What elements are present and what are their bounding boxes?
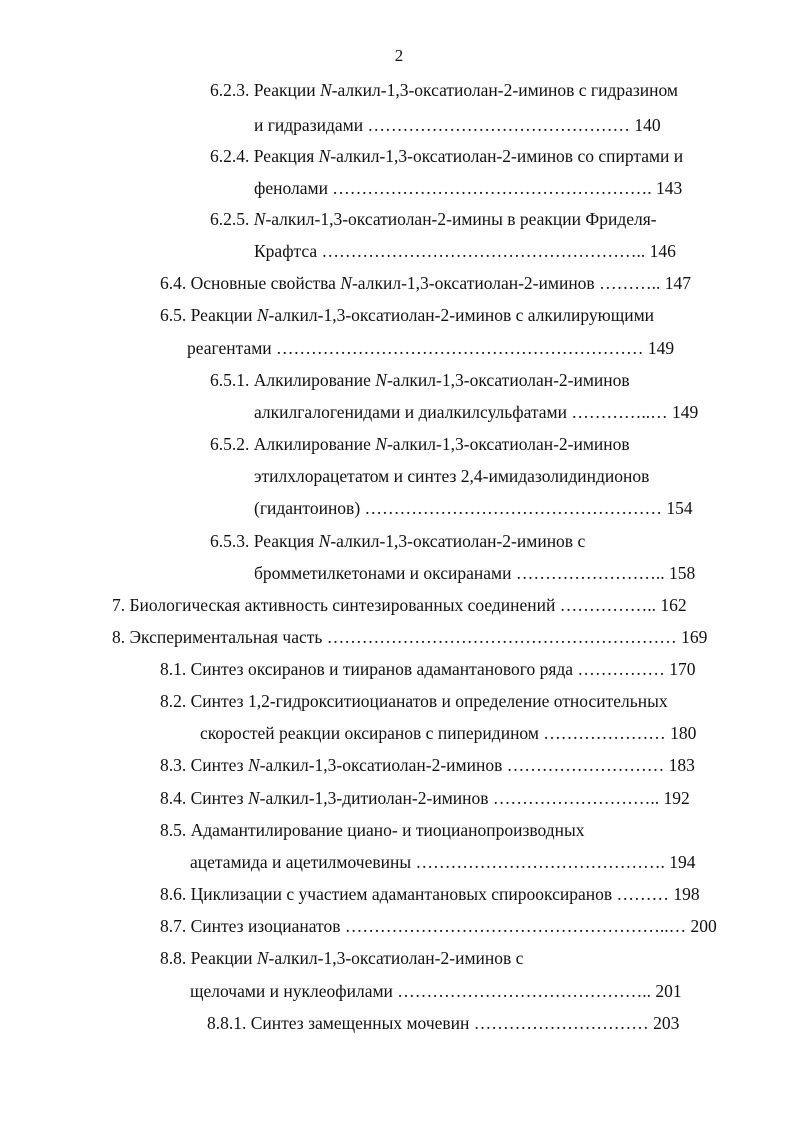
toc-line xyxy=(210,530,585,552)
toc-text: этилхлорацетатом и синтез 2,4-имидазолидиндионов xyxy=(254,466,650,486)
toc-line xyxy=(160,915,717,937)
toc-line xyxy=(160,787,690,809)
toc-italic: N xyxy=(247,755,260,775)
toc-line xyxy=(210,369,630,391)
toc-text: алкилгалогенидами и диалкилсульфатами …………..… 149 xyxy=(254,402,699,422)
toc-text: 6.5.3. Реакция xyxy=(210,531,319,551)
toc-line xyxy=(210,208,657,230)
toc-line xyxy=(254,114,661,136)
toc-text: ацетамида и ацетилмочевины ……………………………………. 194 xyxy=(190,852,696,872)
toc-line xyxy=(254,562,695,584)
toc-line xyxy=(112,626,707,648)
toc-text: реагентами ……………………………………………………… 149 xyxy=(187,338,675,358)
toc-text: 7. Биологическая активность синтезированных соединений …………….. 162 xyxy=(112,595,687,615)
toc-italic: N xyxy=(256,305,269,325)
toc-text: 8.8.1. Синтез замещенных мочевин ………………………… 203 xyxy=(207,1013,680,1033)
toc-text: 6.5.1. Алкилирование xyxy=(210,370,376,390)
toc-text: 8.3. Синтез xyxy=(160,755,248,775)
toc-text: 8.8. Реакции xyxy=(160,948,257,968)
toc-text: (гидантоинов) …………………………………………… 154 xyxy=(254,498,693,518)
toc-line xyxy=(254,177,682,199)
toc-line xyxy=(160,272,691,294)
toc-italic: N xyxy=(253,209,266,229)
toc-text: 8.6. Циклизации с участием адамантановых спирооксиранов ……… 198 xyxy=(160,884,700,904)
toc-line xyxy=(160,883,700,905)
toc-text: фенолами ………………………………………………. 143 xyxy=(254,178,683,198)
toc-text: 8.5. Адамантилирование циано- и тиоцианопроизводных xyxy=(160,820,585,840)
toc-text: 8.1. Синтез оксиранов и тииранов адамантанового ряда …………… 170 xyxy=(160,659,696,679)
toc-line xyxy=(254,401,698,423)
toc-line xyxy=(160,658,696,680)
toc-text: и гидразидами ……………………………………… 140 xyxy=(254,115,661,135)
toc-text: -алкил-1,3-оксатиолан-2-иминов ……………………… 183 xyxy=(259,755,695,775)
toc-italic: N xyxy=(375,434,387,454)
toc-italic: N xyxy=(318,146,331,166)
toc-text: 6.2.5. xyxy=(210,209,254,229)
toc-text: -алкил-1,3-оксатиолан-2-иминов xyxy=(386,370,630,390)
toc-line xyxy=(254,497,693,519)
toc-line xyxy=(210,433,630,455)
toc-text: 8.7. Синтез изоцианатов ………………………………………………..… 200 xyxy=(160,916,717,936)
toc-line xyxy=(254,465,649,487)
toc-line xyxy=(190,851,695,873)
toc-line xyxy=(160,819,585,841)
toc-text: -алкил-1,3-оксатиолан-2-иминов с xyxy=(330,531,586,551)
toc-line xyxy=(254,240,676,262)
toc-text: Крафтса ……………………………………………….. 146 xyxy=(254,241,676,261)
toc-text: -алкил-1,3-оксатиолан-2-иминов с xyxy=(268,948,524,968)
toc-text: 6.2.4. Реакция xyxy=(210,146,319,166)
toc-text: -алкил-1,3-дитиолан-2-иминов ……………………….. 192 xyxy=(259,788,690,808)
toc-text: -алкил-1,3-оксатиолан-2-иминов с гидразином xyxy=(331,80,678,100)
toc-text: -алкил-1,3-оксатиолан-2-иминов с алкилирующими xyxy=(268,305,655,325)
toc-text: 6.5.2. Алкилирование xyxy=(210,434,376,454)
toc-text: -алкил-1,3-оксатиолан-2-иминов xyxy=(386,434,630,454)
toc-italic: N xyxy=(340,273,352,293)
toc-line xyxy=(160,690,668,712)
toc-line xyxy=(210,145,683,167)
toc-line xyxy=(190,980,682,1002)
toc-text: 6.4. Основные свойства xyxy=(160,273,341,293)
toc-italic: N xyxy=(256,948,269,968)
toc-line xyxy=(160,754,695,776)
toc-line xyxy=(112,594,687,616)
toc-text: 6.2.3. Реакции xyxy=(210,80,320,100)
toc-line xyxy=(160,304,654,326)
toc-text: 6.5. Реакции xyxy=(160,305,257,325)
toc-text: 8.2. Синтез 1,2-гидрокситиоцианатов и определение относительных xyxy=(160,691,668,711)
toc-line xyxy=(160,947,523,969)
toc-text: -алкил-1,3-оксатиолан-2-иминов со спиртами и xyxy=(330,146,684,166)
toc-text: скоростей реакции оксиранов с пиперидином ………………… 180 xyxy=(200,723,697,743)
page-number: 2 xyxy=(394,46,404,65)
toc-line xyxy=(210,79,678,101)
toc-text: -алкил-1,3-оксатиолан-2-имины в реакции Фриделя- xyxy=(265,209,657,229)
toc-text: щелочами и нуклеофилами …………………………………….. 201 xyxy=(190,981,682,1001)
toc-line xyxy=(200,722,696,744)
toc-italic: N xyxy=(318,531,331,551)
toc-text: 8.4. Синтез xyxy=(160,788,248,808)
toc-italic: N xyxy=(375,370,387,390)
toc-italic: N xyxy=(247,788,260,808)
toc-italic: N xyxy=(319,80,332,100)
toc-line xyxy=(207,1012,679,1034)
toc-text: 8. Экспериментальная часть …………………………………………………… 169 xyxy=(112,627,708,647)
toc-text: бромметилкетонами и оксиранами …………………….. 158 xyxy=(254,563,696,583)
toc-line xyxy=(187,337,674,359)
toc-text: -алкил-1,3-оксатиолан-2-иминов ……….. 147 xyxy=(351,273,691,293)
